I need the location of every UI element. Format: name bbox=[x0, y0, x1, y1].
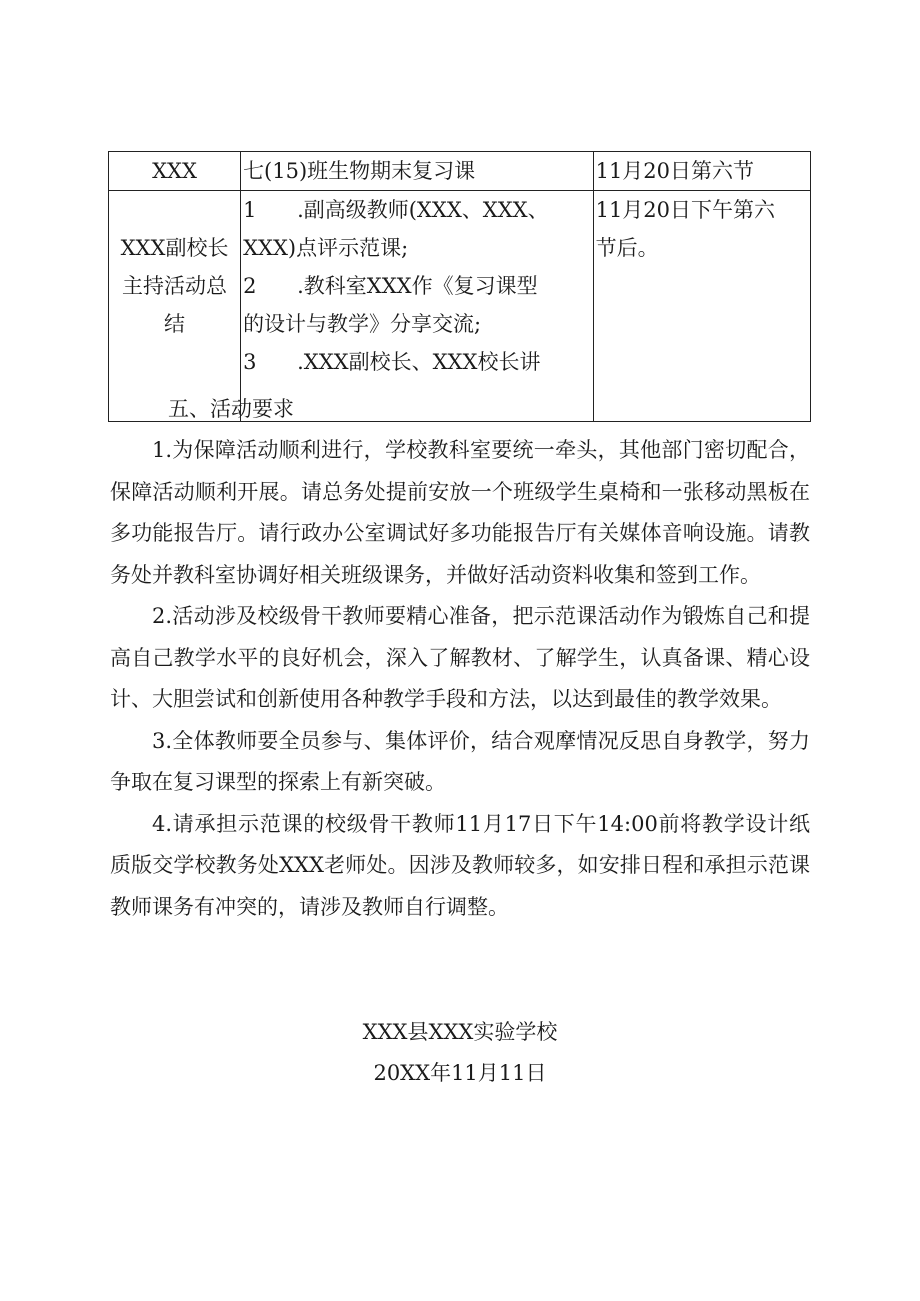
signature-org: XXX县XXX实验学校 bbox=[362, 1020, 558, 1044]
table-row bbox=[109, 152, 811, 191]
schedule-table bbox=[108, 151, 811, 422]
agenda-item: 3 .XXX副校长、XXX校长讲 bbox=[243, 350, 541, 374]
agenda-item: 1 .副高级教师(XXX、XXX、 bbox=[243, 198, 549, 222]
requirement-paragraph: 2.活动涉及校级骨干教师要精心准备，把示范课活动作为锻炼自己和提高自己教学水平的良好机会，深入了解教材、了解学生，认真备课、精心设计、大胆尝试和创新使用各种教学手段和方法，以达到最佳的教学效果。 bbox=[110, 604, 810, 711]
signature-date: 20XX年11月11日 bbox=[373, 1061, 547, 1085]
agenda-item: 2 .教科室XXX作《复习课型 bbox=[243, 274, 538, 298]
requirement-paragraph: 3.全体教师要全员参与、集体评价，结合观摩情况反思自身教学，努力争取在复习课型的探索上有新突破。 bbox=[110, 728, 810, 794]
requirement-paragraph: 1.为保障活动顺利进行，学校教科室要统一牵头，其他部门密切配合，保障活动顺利开展。请总务处提前安放一个班级学生桌椅和一张移动黑板在多功能报告厅。请行政办公室调试好多功能报告厅有关媒体音响设施。请教务处并教科室协调好相关班级课务，并做好活动资料收集和签到工作。 bbox=[110, 438, 810, 587]
table-cell-end-time: 11月20日下午第六 节后。 bbox=[593, 191, 810, 422]
requirements-body bbox=[110, 430, 810, 928]
table-cell-presenter: XXX bbox=[109, 152, 241, 191]
section-heading: 五、活动要求 bbox=[168, 397, 294, 421]
requirement-paragraph: 4.请承担示范课的校级骨干教师11月17日下午14:00前将教学设计纸质版交学校教务处XXX老师处。因涉及教师较多，如安排日程和承担示范课教师课务有冲突的，请涉及教师自行调整。 bbox=[110, 811, 810, 919]
table-cell-agenda: 1 .副高级教师(XXX、XXX、 XXX)点评示范课; 2 .教科室XXX作《复习课型 的设计与教学》分享交流; 3 .XXX副校长、XXX校长讲 bbox=[241, 191, 594, 422]
table-cell-host: XXX副校长 主持活动总 结 bbox=[109, 191, 241, 422]
table-cell-activity: 七(15)班生物期末复习课 bbox=[241, 152, 594, 191]
table-cell-time: 11月20日第六节 bbox=[593, 152, 810, 191]
table-row bbox=[109, 191, 811, 422]
